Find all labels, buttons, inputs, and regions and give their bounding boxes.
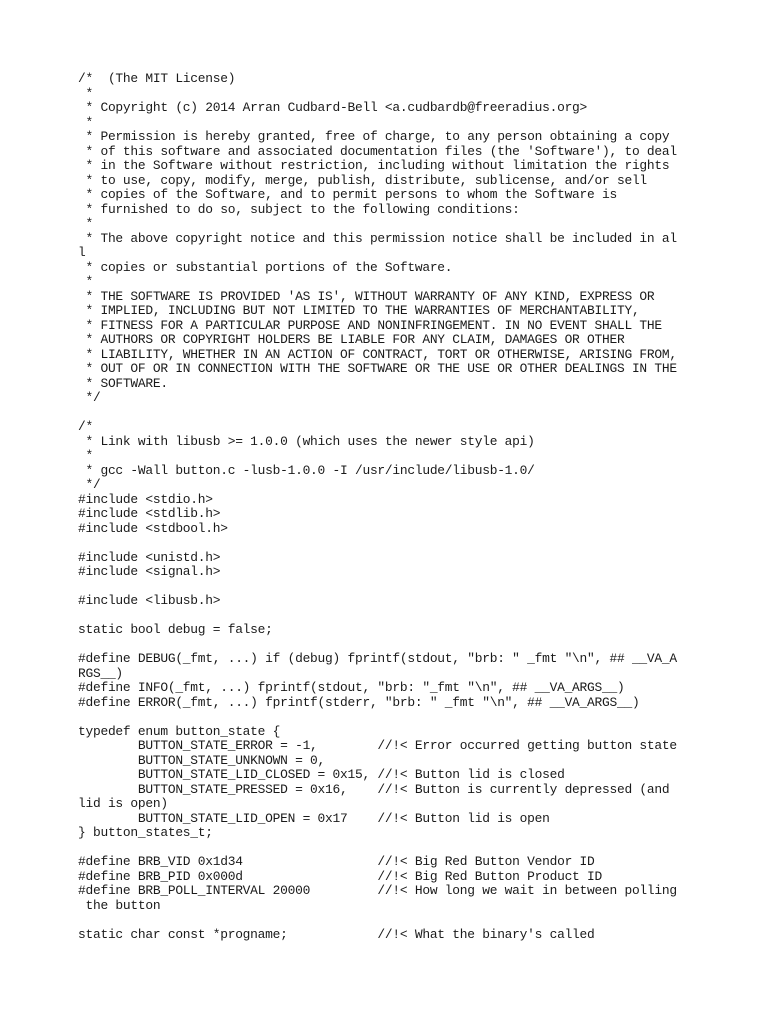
code-line: #include <unistd.h> [78,549,221,565]
code-line: /* [78,419,93,434]
code-line: * [78,85,93,101]
code-line: * Permission is hereby granted, free of charge, to any person obtaining a copy [78,129,670,144]
code-line: lid is open) [78,796,168,811]
code-line [78,580,677,595]
source-code-listing [78,72,677,942]
code-line: * AUTHORS OR COPYRIGHT HOLDERS BE LIABLE FOR ANY CLAIM, DAMAGES OR OTHER [78,332,625,347]
code-line: * copies of the Software, and to permit persons to whom the Software is [78,187,617,202]
code-line: * The above copyright notice and this permission notice shall be included in al [78,230,677,246]
code-line: #include <signal.h> [78,564,221,579]
code-line: #define ERROR(_fmt, ...) fprintf(stderr, "brb: " _fmt "\n", ## __VA_ARGS__) [78,694,640,710]
code-line: static bool debug = false; [78,622,273,637]
code-line: * [78,448,93,463]
code-line: * Copyright (c) 2014 Arran Cudbard-Bell <a.cudbardb@freeradius.org> [78,100,588,115]
code-line: * FITNESS FOR A PARTICULAR PURPOSE AND NONINFRINGEMENT. IN NO EVENT SHALL THE [78,317,662,333]
code-line: * furnished to do so, subject to the following conditions: [78,201,520,217]
code-line [78,710,677,725]
code-line: * LIABILITY, WHETHER IN AN ACTION OF CONTRACT, TORT OR OTHERWISE, ARISING FROM, [78,346,677,362]
code-line: */ [78,390,101,405]
code-line: * gcc -Wall button.c -lusb-1.0.0 -I /usr/include/libusb-1.0/ [78,462,535,478]
code-line [78,841,677,856]
code-line: #define DEBUG(_fmt, ...) if (debug) fprintf(stdout, "brb: " _fmt "\n", ## __VA_A [78,651,677,666]
code-line: #include <libusb.h> [78,593,221,608]
code-line [78,536,677,551]
code-line: #define INFO(_fmt, ...) fprintf(stdout, "brb: "_fmt "\n", ## __VA_ARGS__) [78,680,625,695]
code-line [78,913,677,928]
code-line: * [78,114,93,130]
code-line: * [78,274,93,289]
code-line: * THE SOFTWARE IS PROVIDED 'AS IS', WITHOUT WARRANTY OF ANY KIND, EXPRESS OR [78,288,655,304]
code-line: BUTTON_STATE_UNKNOWN = 0, [78,752,326,768]
code-line [78,406,677,421]
code-line: #include <stdbool.h> [78,520,228,536]
code-line: * IMPLIED, INCLUDING BUT NOT LIMITED TO THE WARRANTIES OF MERCHANTABILITY, [78,303,640,318]
code-line: #define BRB_POLL_INTERVAL 20000 //!< How long we wait in between polling [78,883,677,898]
code-line: typedef enum button_state { [78,723,281,739]
code-line: static char const *progname; //!< What the binary's called [78,926,595,942]
code-line: BUTTON_STATE_LID_OPEN = 0x17 //!< Button lid is open [78,810,550,826]
code-line: } button_states_t; [78,825,213,840]
code-line: * copies or substantial portions of the Software. [78,259,453,275]
code-line: * of this software and associated documentation files (the 'Software'), to deal [78,143,677,159]
code-line: BUTTON_STATE_PRESSED = 0x16, //!< Button is currently depressed (and [78,781,670,797]
code-line: /* (The MIT License) [78,71,236,86]
code-line: the button [78,897,161,913]
code-line: #define BRB_VID 0x1d34 //!< Big Red Button Vendor ID [78,854,595,869]
code-line: BUTTON_STATE_LID_CLOSED = 0x15, //!< Button lid is closed [78,767,565,782]
code-line: * Link with libusb >= 1.0.0 (which uses the newer style api) [78,433,535,449]
code-line: */ [78,477,101,492]
code-line: * to use, copy, modify, merge, publish, distribute, sublicense, and/or sell [78,172,647,188]
code-line [78,638,677,653]
code-line: RGS__) [78,665,123,681]
code-line: * [78,216,93,231]
code-line: #define BRB_PID 0x000d //!< Big Red Button Product ID [78,868,602,884]
code-line [78,609,677,624]
code-line: l [78,245,86,260]
code-line: * SOFTWARE. [78,375,168,391]
code-line: * OUT OF OR IN CONNECTION WITH THE SOFTWARE OR THE USE OR OTHER DEALINGS IN THE [78,361,677,376]
code-line: #include <stdlib.h> [78,506,221,521]
code-line: #include <stdio.h> [78,491,213,507]
code-line: * in the Software without restriction, including without limitation the rights [78,158,670,173]
code-line: BUTTON_STATE_ERROR = -1, //!< Error occurred getting button state [78,738,677,753]
